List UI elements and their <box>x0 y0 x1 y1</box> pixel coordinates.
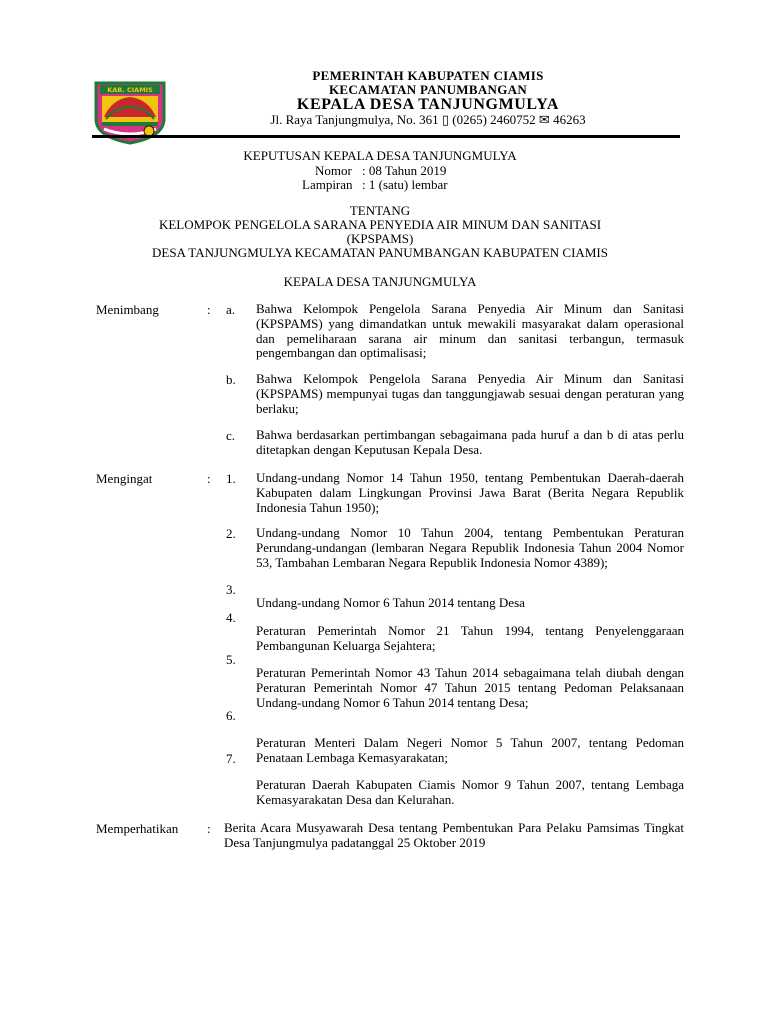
menimbang-marker-a: a. <box>226 302 236 317</box>
mengingat-item-5: Peraturan Pemerintah Nomor 43 Tahun 2014 sebagaimana telah diubah dengan Peraturan Pemerintah Nomor 47 Tahun 2015 tentang Pedoman Pelaksanaan Undang-undang Nomor 6 Tahun 2014 tentang Desa; <box>256 665 684 710</box>
menimbang-item-a: Bahwa Kelompok Pengelola Sarana Penyedia Air Minum dan Sanitasi (KPSPAMS) yang dimandatkan untuk mewakili masyarakat dalam operasional dan pemeliharaan sarana air minum dan sanitasi terbangun, termasuk pengembangan dan optimalisasi; <box>256 301 684 361</box>
mengingat-colon: : <box>207 471 211 486</box>
memperhatikan-colon: : <box>207 821 211 836</box>
mengingat-item-1: Undang-undang Nomor 14 Tahun 1950, tentang Pembentukan Daerah-daerah Kabupaten dalam Lingkungan Provinsi Jawa Barat (Berita Negara Republik Indonesia Tahun 1950); <box>256 470 684 515</box>
menimbang-marker-c: c. <box>226 428 236 443</box>
mengingat-item-4: Peraturan Pemerintah Nomor 21 Tahun 1994, tentang Penyelenggaraan Pembangunan Keluarga Sejahtera; <box>256 623 684 653</box>
mengingat-item-6: Peraturan Menteri Dalam Negeri Nomor 5 Tahun 2007, tentang Pedoman Penataan Lembaga Kemasyarakatan; <box>256 735 684 765</box>
kop-village-head-line: KEPALA DESA TANJUNGMULYA <box>296 96 560 113</box>
menimbang-colon: : <box>207 302 211 317</box>
menimbang-label: Menimbang <box>96 302 159 317</box>
kop-address-line: Jl. Raya Tanjungmulya, No. 361 ▯ (0265) 2460752 ✉ 46263 <box>270 112 586 127</box>
mengingat-marker-3: 3. <box>226 582 236 597</box>
lampiran-value: : 1 (satu) lembar <box>362 177 448 192</box>
mengingat-item-7: Peraturan Daerah Kabupaten Ciamis Nomor 9 Tahun 2007, tentang Lembaga Kemasyarakatan Desa dan Kelurahan. <box>256 777 684 807</box>
kop-district-line: KECAMATAN PANUMBANGAN <box>328 82 528 97</box>
mengingat-marker-1: 1. <box>226 471 236 486</box>
mengingat-marker-2: 2. <box>226 526 236 541</box>
nomor-label: Nomor <box>315 163 352 178</box>
menimbang-item-c: Bahwa berdasarkan pertimbangan sebagaimana pada huruf a dan b di atas perlu ditetapkan dengan Keputusan Kepala Desa. <box>256 427 684 457</box>
memperhatikan-label: Memperhatikan <box>96 821 179 836</box>
mengingat-marker-5: 5. <box>226 652 236 667</box>
kop-government-line: PEMERINTAH KABUPATEN CIAMIS <box>312 68 544 83</box>
authority-heading: KEPALA DESA TANJUNGMULYA <box>283 274 477 289</box>
mengingat-item-2: Undang-undang Nomor 10 Tahun 2004, tentang Pembentukan Peraturan Perundang-undangan (lembaran Negara Republik Indonesia Tahun 2004 Nomor 53, Tambahan Lembaran Negara Republik Indonesia Nomor 4389); <box>256 525 684 570</box>
subject-line-3: DESA TANJUNGMULYA KECAMATAN PANUMBANGAN KABUPATEN CIAMIS <box>152 245 608 260</box>
menimbang-item-b: Bahwa Kelompok Pengelola Sarana Penyedia Air Minum dan Sanitasi (KPSPAMS) mempunyai tugas dan tanggungjawab sesuai dengan peraturan yang berlaku; <box>256 371 684 416</box>
nomor-value: : 08 Tahun 2019 <box>362 163 447 178</box>
mengingat-label: Mengingat <box>96 471 153 486</box>
mengingat-marker-6: 6. <box>226 708 236 723</box>
memperhatikan-text: Berita Acara Musyawarah Desa tentang Pembentukan Para Pelaku Pamsimas Tingkat Desa Tanjungmulya padatanggal 25 Oktober 2019 <box>224 820 684 850</box>
lampiran-label: Lampiran <box>302 177 353 192</box>
svg-text:KAB. CIAMIS: KAB. CIAMIS <box>107 86 153 94</box>
subject-line-2: (KPSPAMS) <box>346 231 414 246</box>
menimbang-marker-b: b. <box>226 372 236 387</box>
mengingat-marker-7: 7. <box>226 751 236 766</box>
mengingat-item-3: Undang-undang Nomor 6 Tahun 2014 tentang Desa <box>256 595 525 610</box>
header-divider <box>92 135 680 138</box>
tentang-heading: TENTANG <box>349 203 411 218</box>
subject-line-1: KELOMPOK PENGELOLA SARANA PENYEDIA AIR MINUM DAN SANITASI <box>158 217 602 232</box>
mengingat-marker-4: 4. <box>226 610 236 625</box>
decision-title: KEPUTUSAN KEPALA DESA TANJUNGMULYA <box>243 148 517 163</box>
